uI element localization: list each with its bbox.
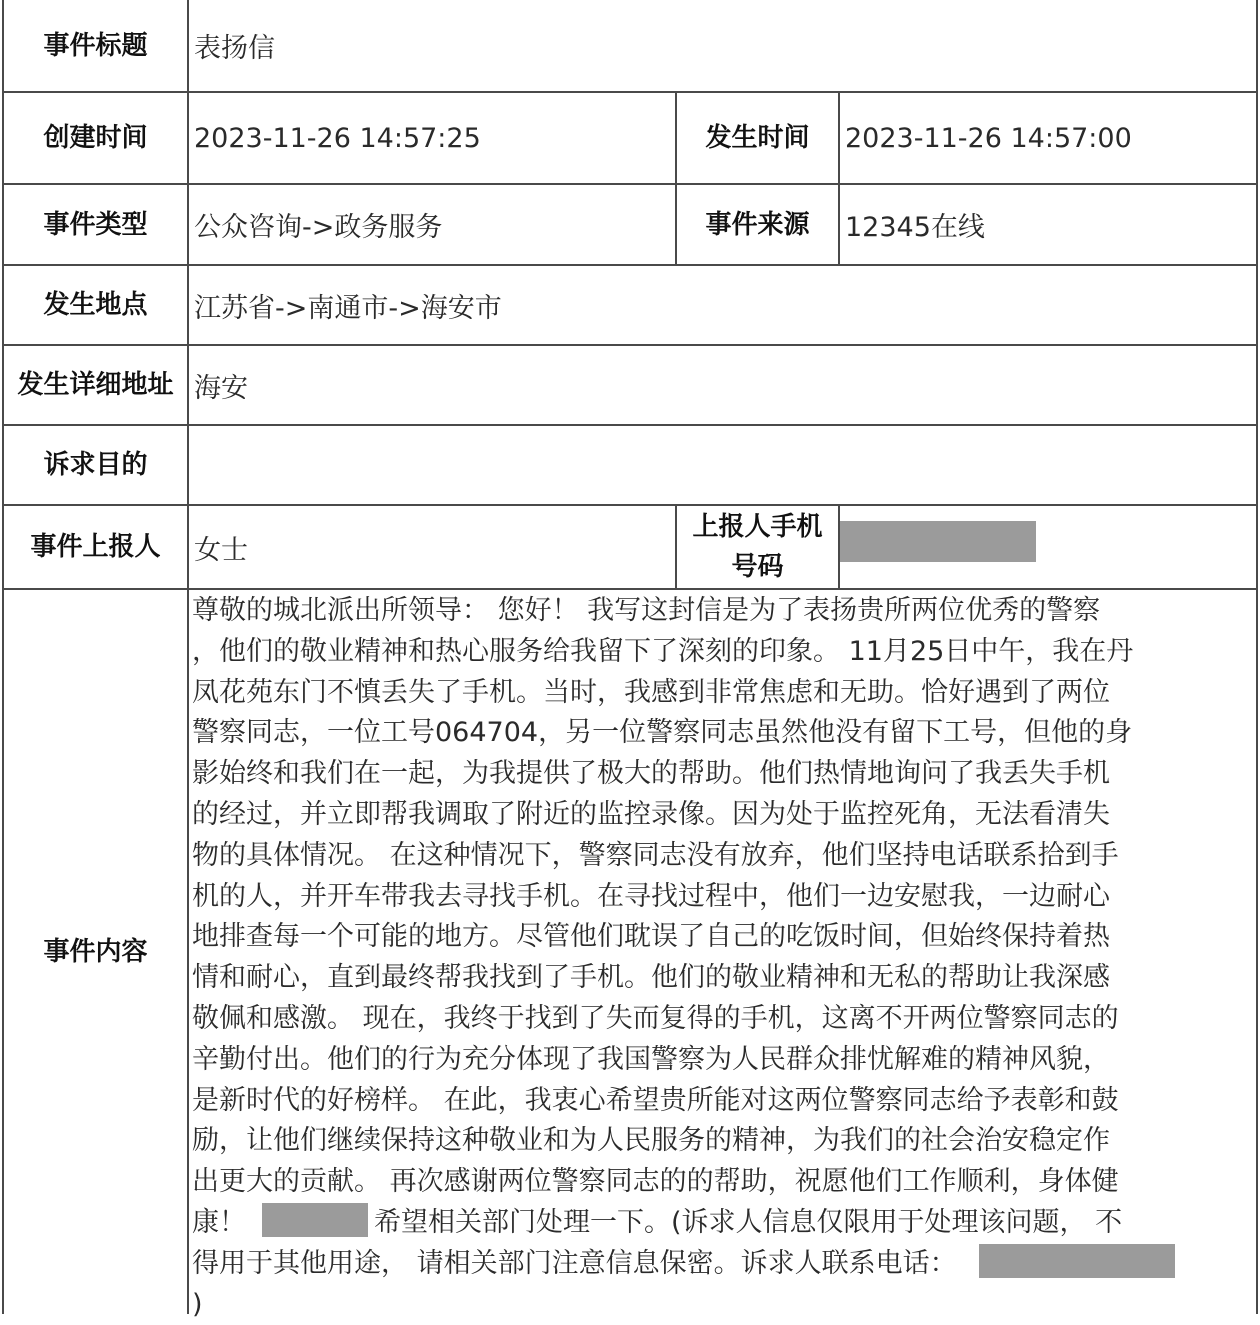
content-line: 影始终和我们在一起，为我提供了极大的帮助。他们热情地询问了我丢失手机: [192, 758, 1110, 790]
content-line: 敬佩和感激。 现在，我终于找到了失而复得的手机，这离不开两位警察同志的: [192, 1002, 1119, 1034]
content-line: 地排查每一个可能的地方。尽管他们耽误了自己的吃饭时间，但始终保持着热: [192, 921, 1110, 953]
value-purpose: [189, 426, 1256, 504]
label-reporter-phone-line2: 号码: [731, 552, 784, 582]
label-reporter-phone-line1: 上报人手机: [692, 512, 823, 542]
redacted-contact-phone: [979, 1244, 1175, 1278]
content-line: ): [192, 1288, 203, 1320]
value-created-time: 2023-11-26 14:57:25: [194, 122, 481, 154]
content-line: 是新时代的好榜样。 在此，我衷心希望贵所能对这两位警察同志给予表彰和鼓: [192, 1084, 1119, 1116]
content-line-rest: 希望相关部门处理一下。(诉求人信息仅限用于处理该问题， 不: [374, 1206, 1123, 1238]
value-event-title: 表扬信: [194, 33, 275, 64]
value-event-type: 公众咨询->政务服务: [194, 212, 443, 243]
label-detailed-address: 发生详细地址: [17, 370, 174, 400]
content-line: [192, 1244, 1254, 1285]
content-line-text: 得用于其他用途， 请相关部门注意信息保密。诉求人联系电话：: [192, 1247, 957, 1279]
event-content-text: [192, 591, 1254, 1325]
value-occurred-time: 2023-11-26 14:57:00: [845, 122, 1132, 154]
grid-line-right: [1256, 0, 1258, 1314]
label-event-type: 事件类型: [43, 209, 148, 240]
value-detailed-address: 海安: [194, 372, 248, 404]
value-location: 江苏省->南通市->海安市: [194, 292, 502, 324]
content-line-start: 康！: [192, 1206, 246, 1238]
content-line: [192, 1203, 1254, 1244]
label-purpose: 诉求目的: [43, 450, 148, 480]
label-event-source: 事件来源: [705, 209, 810, 240]
content-line: 警察同志，一位工号064704，另一位警察同志虽然他没有留下工号，但他的身: [192, 717, 1133, 749]
redacted-phone-number: [840, 521, 1036, 562]
redacted-name: [262, 1203, 368, 1237]
content-line: 凤花苑东门不慎丢失了手机。当时，我感到非常焦虑和无助。恰好遇到了两位: [192, 676, 1110, 708]
content-line: 励，让他们继续保持这种敬业和为人民服务的精神，为我们的社会治安稳定作: [192, 1125, 1110, 1157]
content-line: 机的人，并开车带我去寻找手机。在寻找过程中，他们一边安慰我，一边耐心: [192, 880, 1110, 912]
label-reporter-phone: [677, 506, 838, 588]
value-event-source: 12345在线: [845, 212, 985, 243]
label-location: 发生地点: [43, 290, 148, 320]
label-event-content: 事件内容: [43, 937, 148, 967]
grid-line-row-7: [2, 588, 1258, 590]
content-line: 物的具体情况。 在这种情况下，警察同志没有放弃，他们坚持电话联系拾到手: [192, 839, 1119, 871]
value-reporter: 女士: [194, 534, 248, 566]
label-reporter: 事件上报人: [30, 532, 161, 562]
label-event-title: 事件标题: [43, 30, 148, 61]
content-line: 情和耐心，直到最终帮我找到了手机。他们的敬业精神和无私的帮助让我深感: [192, 962, 1110, 994]
label-occurred-time: 发生时间: [705, 123, 810, 153]
content-line: 辛勤付出。他们的行为充分体现了我国警察为人民群众排忧解难的精神风貌，: [192, 1043, 1110, 1075]
label-created-time: 创建时间: [43, 123, 148, 153]
content-line: ，他们的敬业精神和热心服务给我留下了深刻的印象。 11月25日中午，我在丹: [192, 635, 1134, 667]
content-line: 尊敬的城北派出所领导： 您好！ 我写这封信是为了表扬贵所两位优秀的警察: [192, 595, 1101, 626]
content-line: 出更大的贡献。 再次感谢两位警察同志的的帮助，祝愿他们工作顺利，身体健: [192, 1166, 1119, 1198]
content-line: 的经过，并立即帮我调取了附近的监控录像。因为处于监控死角，无法看清失: [192, 798, 1110, 830]
